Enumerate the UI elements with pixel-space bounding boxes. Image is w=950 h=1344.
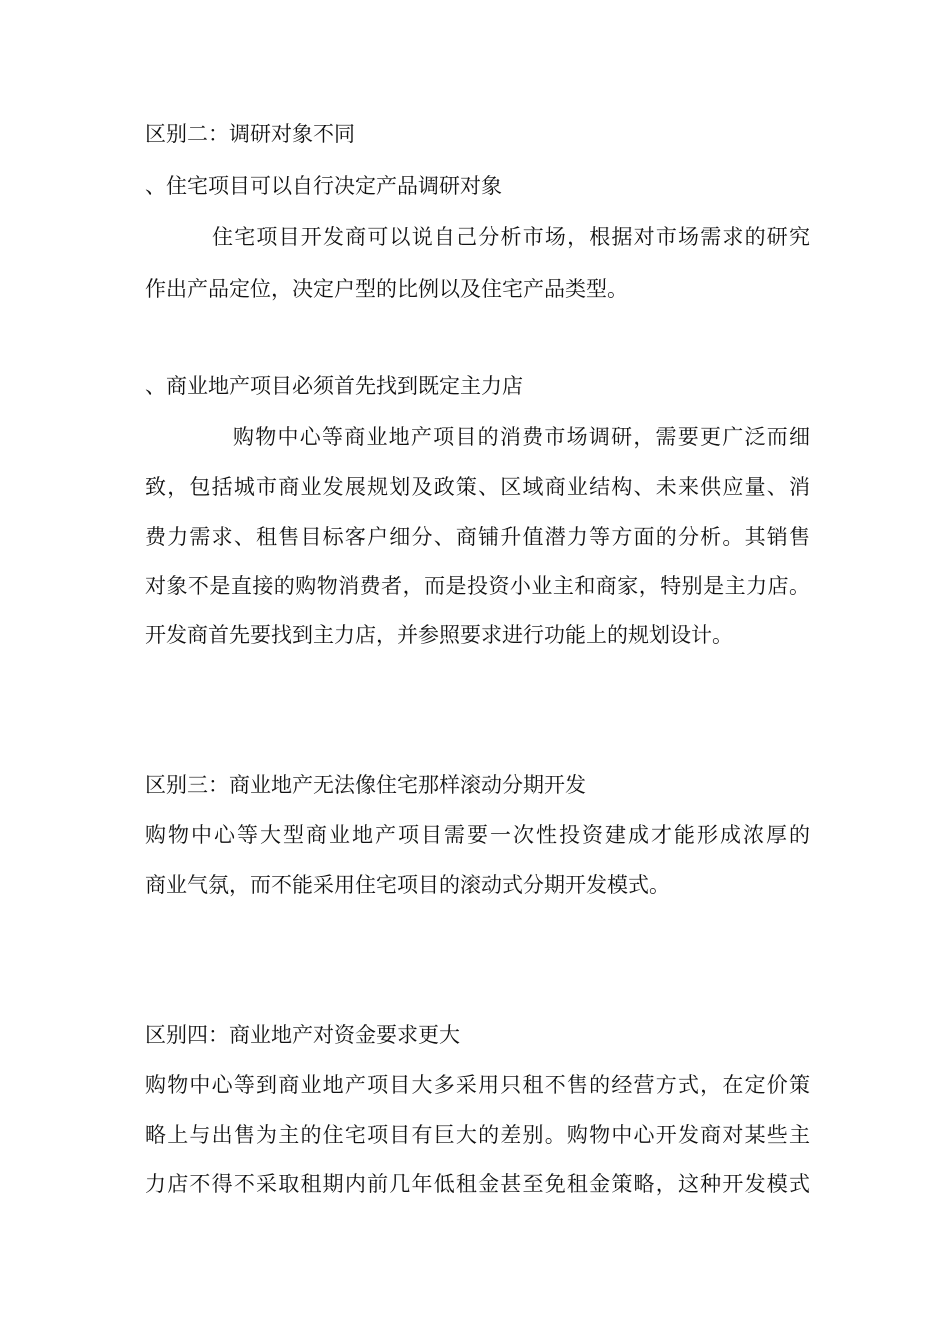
section2-para2-line2: 致，包括城市商业发展规划及政策、区域商业结构、未来供应量、消	[145, 475, 810, 499]
section4-para-line3: 力店不得不采取租期内前几年低租金甚至免租金策略，这种开发模式	[145, 1172, 810, 1196]
section2-para2-line3: 费力需求、租售目标客户细分、商铺升值潜力等方面的分析。其销售	[145, 525, 810, 549]
section2-para2-line1: 购物中心等商业地产项目的消费市场调研，需要更广泛而细	[233, 425, 810, 449]
section2-para2-line5: 开发商首先要找到主力店，并参照要求进行功能上的规划设计。	[145, 623, 733, 647]
section3-para-line1: 购物中心等大型商业地产项目需要一次性投资建成才能形成浓厚的	[145, 823, 810, 847]
section4-para-line2: 略上与出售为主的住宅项目有巨大的差别。购物中心开发商对某些主	[145, 1123, 810, 1147]
section2-heading: 区别二：调研对象不同	[145, 122, 355, 146]
section3-heading: 区别三：商业地产无法像住宅那样滚动分期开发	[145, 773, 586, 797]
section2-para1-line2: 作出产品定位，决定户型的比例以及住宅产品类型。	[145, 277, 628, 301]
section2-para2-line4: 对象不是直接的购物消费者，而是投资小业主和商家，特别是主力店。	[145, 574, 810, 598]
section2-subheading-residential: 、住宅项目可以自行决定产品调研对象	[145, 174, 502, 198]
section2-subheading-commercial: 、商业地产项目必须首先找到既定主力店	[145, 374, 523, 398]
section3-para-line2: 商业气氛，而不能采用住宅项目的滚动式分期开发模式。	[145, 873, 670, 897]
section4-para-line1: 购物中心等到商业地产项目大多采用只租不售的经营方式，在定价策	[145, 1073, 810, 1097]
section4-heading: 区别四：商业地产对资金要求更大	[145, 1023, 460, 1047]
section2-para1-line1: 住宅项目开发商可以说自己分析市场，根据对市场需求的研究	[212, 225, 810, 249]
